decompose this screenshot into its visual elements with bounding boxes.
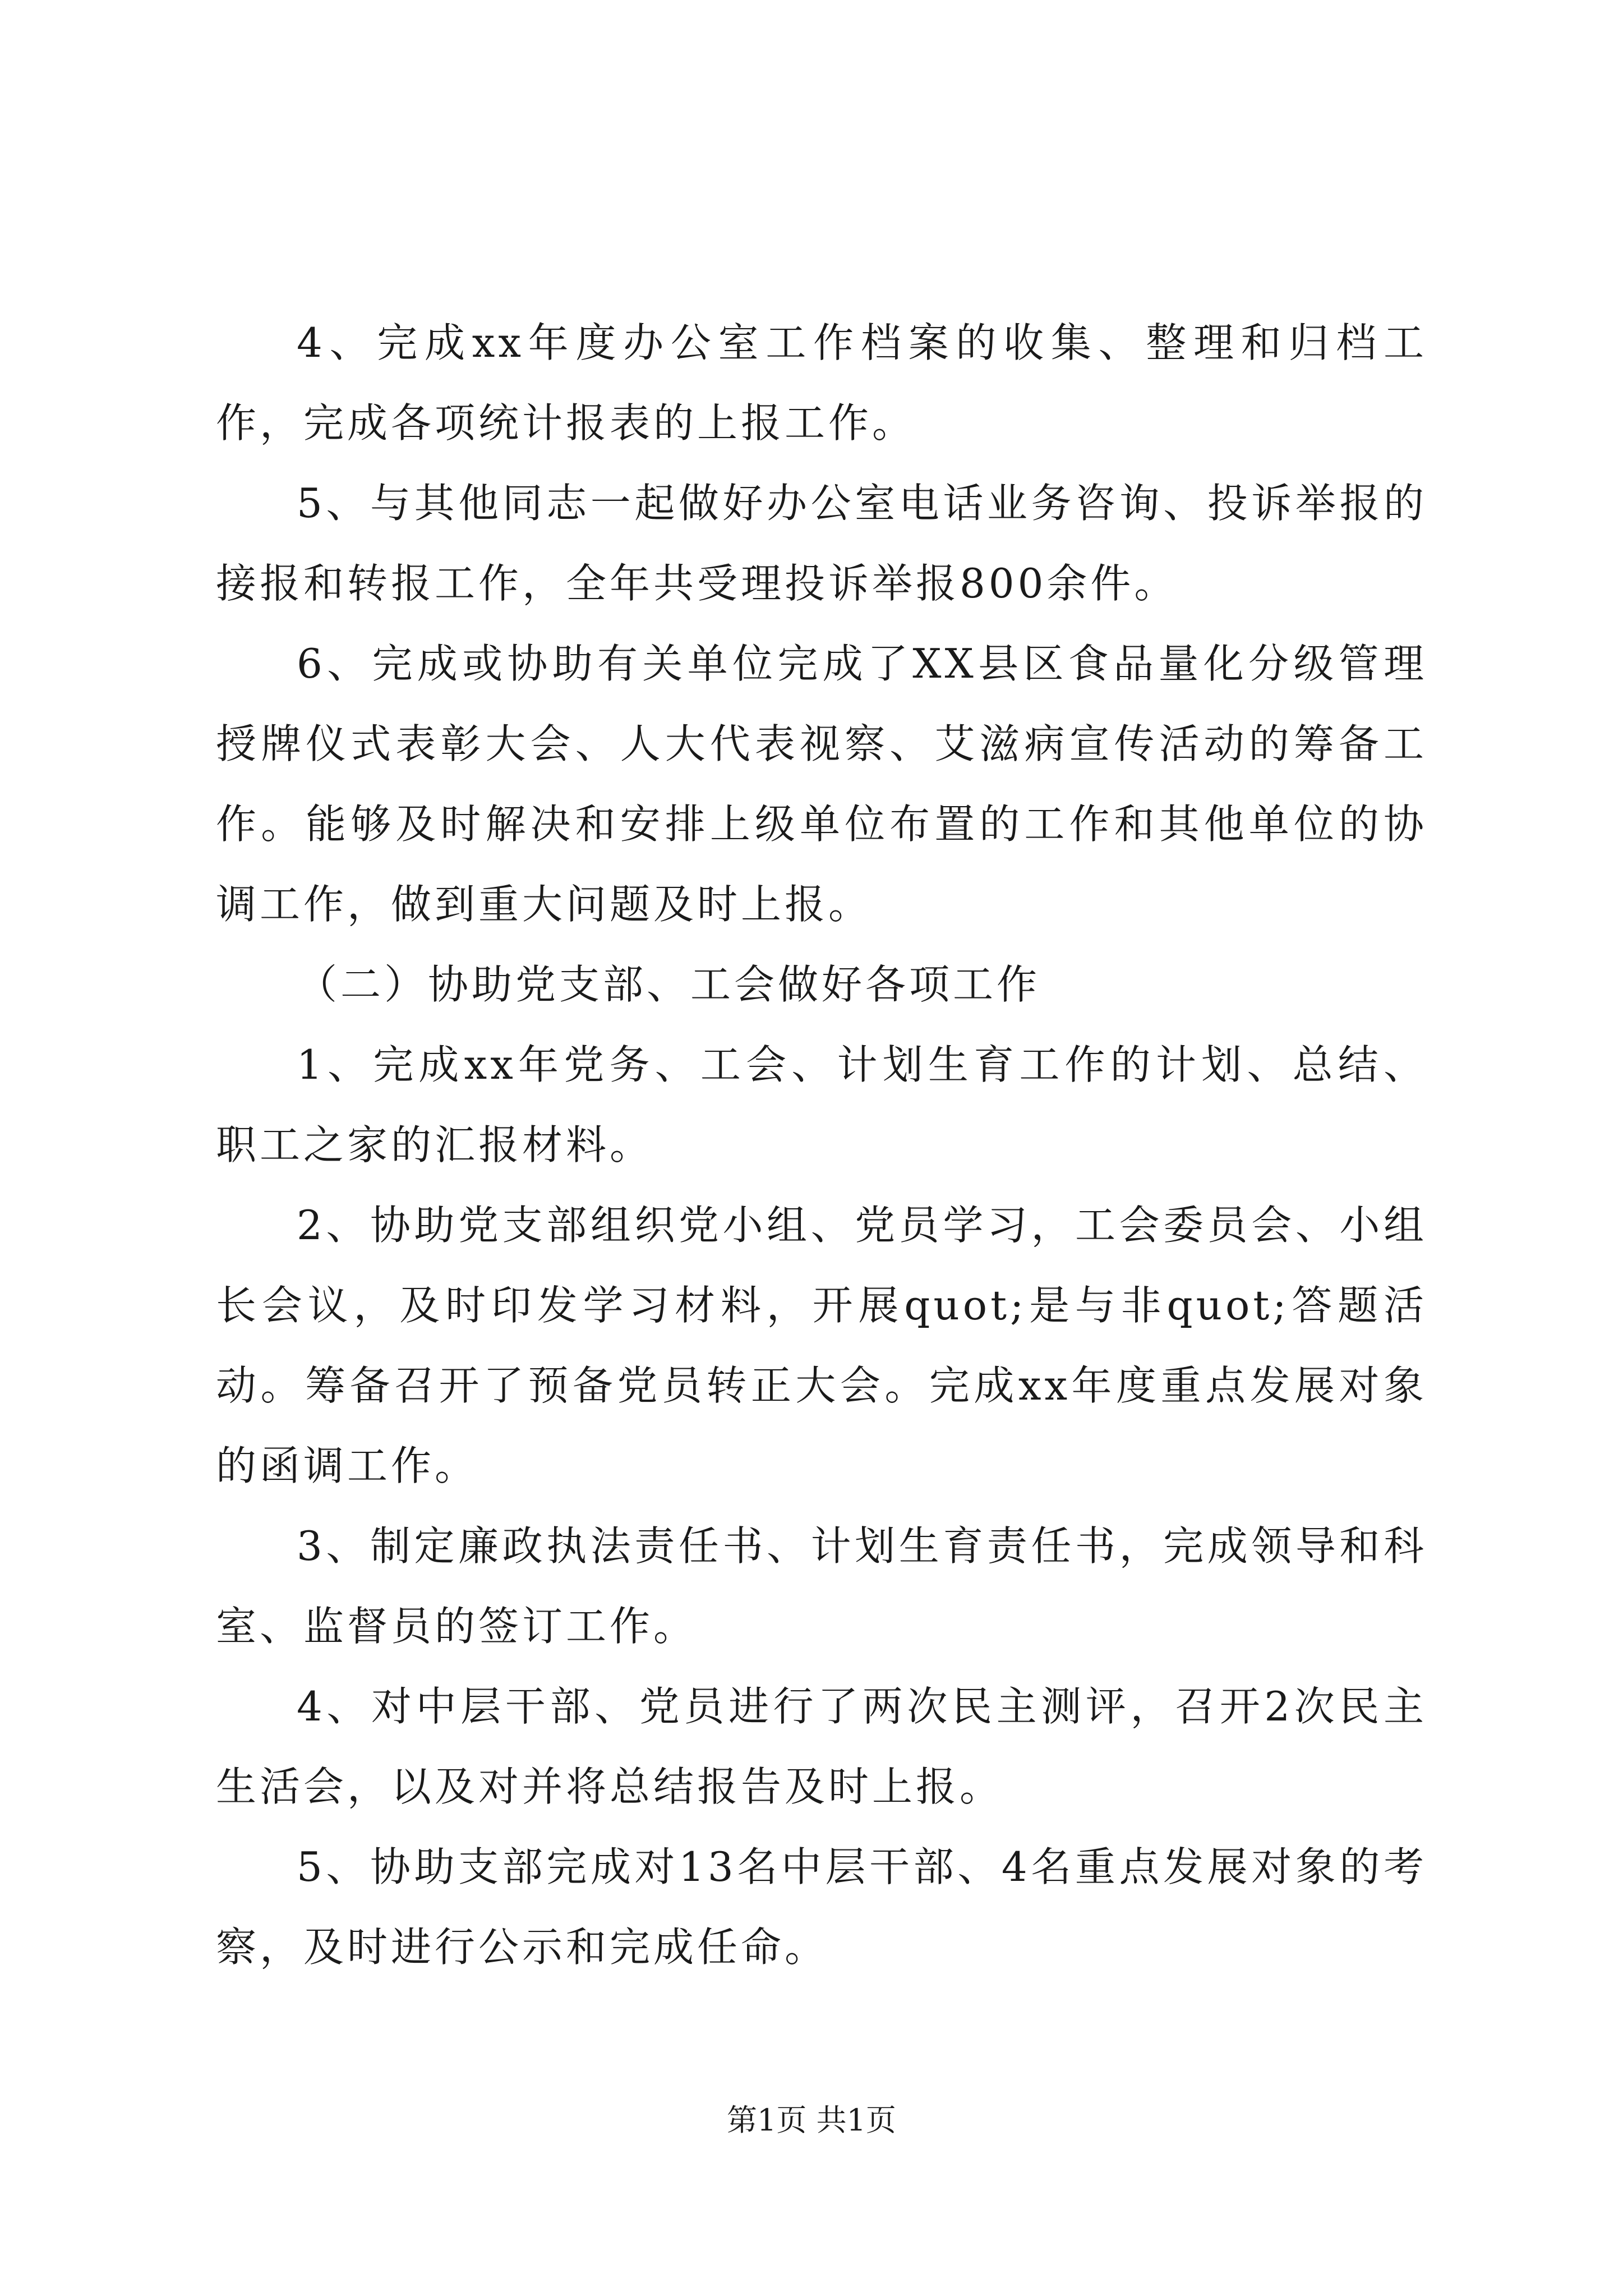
document-body [216, 303, 1427, 1987]
section-paragraph-2: 2、协助党支部组织党小组、党员学习，工会委员会、小组长会议，及时印发学习材料，开展quot;是与非quot;答题活动。筹备召开了预备党员转正大会。完成xx年度重点发展对象的函调工作。 [216, 1202, 1427, 1489]
paragraph-item-4: 4、完成xx年度办公室工作档案的收集、整理和归档工作，完成各项统计报表的上报工作。 [216, 319, 1427, 447]
page-number-footer: 第1页 共1页 [727, 2102, 896, 2138]
section-paragraph-3: 3、制定廉政执法责任书、计划生育责任书，完成领导和科室、监督员的签订工作。 [216, 1522, 1427, 1650]
section-paragraph-5: 5、协助支部完成对13名中层干部、4名重点发展对象的考察，及时进行公示和完成任命。 [216, 1843, 1427, 1971]
section-paragraph-1: 1、完成xx年党务、工会、计划生育工作的计划、总结、职工之家的汇报材料。 [216, 1041, 1427, 1168]
paragraph-item-5: 5、与其他同志一起做好办公室电话业务咨询、投诉举报的接报和转报工作，全年共受理投诉举报800余件。 [216, 480, 1427, 607]
section-paragraph-4: 4、对中层干部、党员进行了两次民主测评，召开2次民主生活会，以及对并将总结报告及时上报。 [216, 1683, 1427, 1810]
section-heading: （二）协助党支部、工会做好各项工作 [297, 961, 1041, 1008]
paragraph-item-6: 6、完成或协助有关单位完成了XX县区食品量化分级管理授牌仪式表彰大会、人大代表视察、艾滋病宣传活动的筹备工作。能够及时解决和安排上级单位布置的工作和其他单位的协调工作，做到重大问题及时上报。 [216, 640, 1427, 928]
